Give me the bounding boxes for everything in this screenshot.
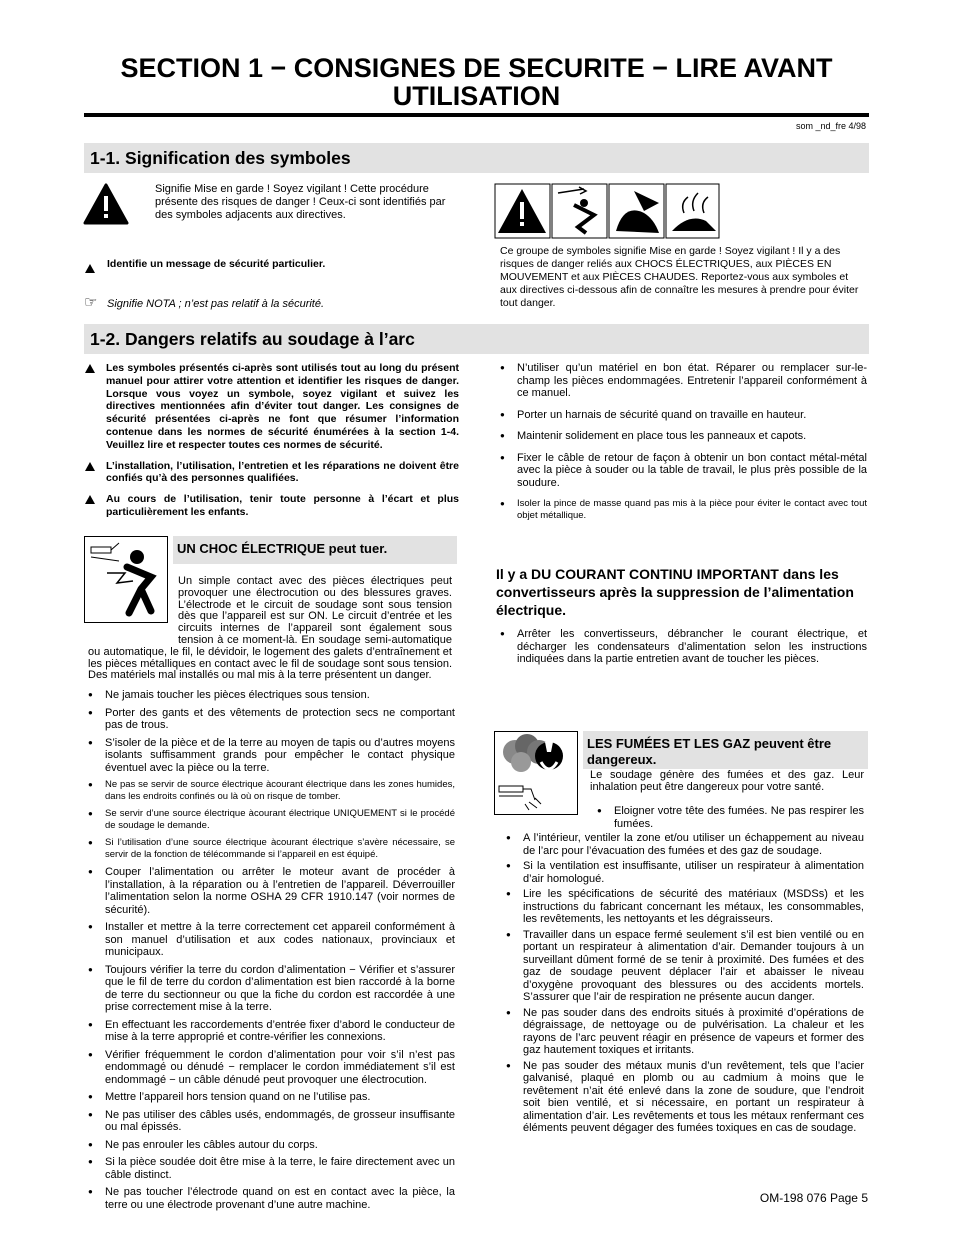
section-1-2-heading: 1-2. Dangers relatifs au soudage à l’arc (84, 324, 869, 354)
list-item: ● Ne pas se servir de source électrique àcourant électrique dans les zones humides, dans les endroits confinés ou là où on risque de tomber. (87, 779, 455, 803)
list-item: ● Ne pas toucher l’électrode quand on est en contact avec la pièce, la terre ou une électrode provenant d’une autre machine. (87, 1186, 455, 1211)
list-item: ● Si la pièce soudée doit être mise à la terre, le faire directement avec un câble distinct. (87, 1156, 455, 1181)
list-item: ● Eloigner votre tête des fumées. Ne pas respirer les fumées. (596, 805, 864, 830)
shock-heading: UN CHOC ÉLECTRIQUE peut tuer. (173, 536, 457, 564)
title-rule (84, 113, 869, 117)
group-description: Ce groupe de symboles signifie Mise en garde ! Soyez vigilant ! Il y a des risques de danger reliés aux CHOCS ÉLECTRIQUES, aux PIÈCES EN MOUVEMENT et aux PIÈCES CHAUDES. Reportez-vous aux symboles et aux directives ci-dessous afin de connaître les mesures à prendre pour éviter tout danger. (500, 245, 859, 309)
list-item: ● Couper l’alimentation ou arrêter le moteur avant de procéder à l’installation, à la réparation ou à l’entretien de l’appareil. Déverrouiller l’alimentation selon la norme OSHA 29 CFR 1910.147 (voir normes de sécurité). (87, 866, 455, 916)
fumes-icon (494, 731, 578, 815)
list-item: ● Maintenir solidement en place tous les panneaux et capots. (499, 430, 867, 443)
page-footer: OM-198 076 Page 5 (759, 1191, 868, 1205)
fumes-intro: Le soudage génère des fumées et des gaz. Leur inhalation peut être dangereux pour votre santé. (590, 769, 864, 793)
hazard-symbol-group (494, 183, 720, 239)
list-item: ● Toujours vérifier la terre du cordon d’alimentation − Vérifier et s’assurer que le fil de terre du cordon d’alimentation est bien raccordé à la borne de terre du sectionneur ou que la fiche du cordon est raccordée à une prise correctement mise à la terre. (87, 964, 455, 1014)
fumes-heading: LES FUMÉES ET LES GAZ peuvent être dangereux. (583, 731, 868, 769)
list-item: ● Installer et mettre à la terre correctement cet appareil conformément à son manuel d’utilisation et aux codes nationaux, provinciaux et municipaux. (87, 921, 455, 959)
list-item: ● Travailler dans un espace fermé seulement s’il est bien ventilé ou en portant un respirateur à alimentation d’air. Demander toujours à un surveillant dûment formé de se tenir à proximité. Des fumées et des gaz de soudage peuvent déplacer l’air et abaisser le niveau d’oxygène provoquant des blessures ou des accidents mortels. S’assurer que l’air de respiration ne présente aucun danger. (505, 929, 864, 1004)
list-item: ● Ne pas enrouler les câbles autour du corps. (87, 1139, 455, 1152)
doc-ref: som _nd_fre 4/98 (795, 121, 866, 131)
warning-marker-icon (85, 264, 95, 273)
list-item: ● Lire les spécifications de sécurité des matériaux (MSDSs) et les instructions du fabricant concernant les métaux, les consommables, les revêtements, les nettoyants et les dégraisseurs. (505, 888, 864, 926)
general-warning: Les symboles présentés ci-après sont utilisés tout au long du présent manuel pour attirer votre attention et identifier les risques de danger. Lorsque vous voyez un symbole, soyez vigilant et suivez les directives mentionnées afin d’éviter tout danger. Les consignes de sécurité présentées ci-après ne font que résumer l’information contenue dans les normes de sécurité énumérées à la section 1-4. Veuillez lire et respecter toutes ces normes de sécurité. (84, 362, 459, 452)
section-title-line1: SECTION 1 − CONSIGNES DE SECURITE − LIRE AVANT (120, 53, 833, 83)
fumes-list (505, 832, 864, 1138)
section-title-line2: UTILISATION (392, 81, 561, 111)
list-item: ● Fixer le câble de retour de façon à obtenir un bon contact métal-métal avec la pièce à souder ou la table de travail, le plus près possible de la soudure. (499, 452, 867, 490)
list-item: ● Ne pas souder dans des endroits situés à proximité d’opérations de dégraissage, de nettoyage ou de pulvérisation. La chaleur et les rayons de l’arc peuvent réagir en présence de vapeurs et former des gaz hautement toxiques et irritants. (505, 1007, 864, 1057)
list-item: ● Si la ventilation est insuffisante, utiliser un respirateur à alimentation d’air homologué. (505, 860, 864, 885)
caution-triangle-icon (83, 183, 129, 225)
shock-list-continued (499, 362, 867, 527)
safety-message-text: Identifie un message de sécurité particulier. (107, 258, 326, 270)
list-item: ● En effectuant les raccordements d’entrée fixer d’abord le conducteur de mise à la terre approprié et contre-vérifier les connexions. (87, 1019, 455, 1044)
list-item: ● Isoler la pince de masse quand pas mis à la pièce pour éviter le contact avec tout objet métallique. (499, 498, 867, 522)
section-1-1-heading: 1-1. Signification des symboles (84, 143, 869, 173)
list-item: ● Se servir d’une source électrique àcourant électrique UNIQUEMENT si le procédé de soudage le demande. (87, 808, 455, 832)
caution-description: Signifie Mise en garde ! Soyez vigilant ! Cette procédure présente des risques de danger ! Ceux-ci sont identifiés par des symboles adjacents aux directives. (155, 183, 446, 221)
warning-marker-icon (85, 364, 95, 373)
warning-marker-icon (85, 495, 95, 504)
note-hand-icon: ☞ (84, 294, 98, 311)
list-item: ● Ne jamais toucher les pièces électriques sous tension. (87, 689, 455, 702)
shock-intro: Un simple contact avec des pièces électriques peut provoquer une électrocution ou des blessures graves. L’électrode et le circuit de soudage sont sous tension dès que l’appareil est sur ON. Le circuit d’entrée et les circuits internes de l’appareil sont également sous tension à ce moment-là. En soudage semi-automatique ou automatique, le fil, le dévidoir, le logement des galets d’entraînement et les pièces métalliques en contact avec le fil de soudage sont sous tension. Des matériels mal installés ou mal mis à la terre présentent un danger. (88, 575, 452, 682)
list-item: ● Vérifier fréquemment le cordon d’alimentation pour voir s’il n’est pas endommagé ou dénudé − remplacer le cordon immédiatement s’il est endommagé − un câble dénudé peut provoquer une électrocution. (87, 1049, 455, 1087)
list-item: ● Ne pas utiliser des câbles usés, endommagés, de grosseur insuffisante ou mal épissés. (87, 1109, 455, 1134)
dc-list (499, 628, 867, 671)
list-item: ● S’isoler de la pièce et de la terre au moyen de tapis ou d’autres moyens isolants suffisamment grands pour empêcher le contact physique éventuel avec la pièce ou la terre. (87, 737, 455, 775)
fumes-first-list (596, 805, 864, 835)
note-text: Signifie NOTA ; n’est pas relatif à la sécurité. (107, 298, 325, 310)
general-warnings (84, 362, 459, 527)
general-warning: Au cours de l’utilisation, tenir toute personne à l’écart et plus particulièrement les enfants. (84, 493, 459, 519)
list-item: ● Porter un harnais de sécurité quand on travaille en hauteur. (499, 409, 867, 422)
dc-heading: Il y a DU COURANT CONTINU IMPORTANT dans les convertisseurs après la suppression de l’alimentation électrique. (496, 566, 854, 618)
safety-message-row (85, 260, 95, 278)
section-title (84, 54, 869, 110)
general-warning: L’installation, l’utilisation, l’entretien et les réparations ne doivent être confiés qu’à des personnes qualifiées. (84, 460, 459, 486)
list-item: ● Mettre l’appareil hors tension quand on ne l’utilise pas. (87, 1091, 455, 1104)
list-item: ● Ne pas souder des métaux munis d’un revêtement, tels que l’acier galvanisé, plaqué en plomb ou au cadmium à moins que le revêtement n’ait été enlevé dans la zone de soudure, que l’endroit soit bien ventilé, et si nécessaire, en portant un respirateur à alimentation d’air. Les revêtements et tous les métaux renfermant ces éléments peuvent dégager des fumées toxiques en cas de soudage. (505, 1060, 864, 1135)
warning-marker-icon (85, 462, 95, 471)
list-item: ● Arrêter les convertisseurs, débrancher le courant électrique, et décharger les condensateurs d’alimentation selon les instructions indiquées dans la partie entretien avant de toucher les pièces. (499, 628, 867, 666)
list-item: ● Si l’utilisation d’une source électrique àcourant électrique s’avère nécessaire, se servir de la fonction de télécommande si l’appareil en est équipé. (87, 837, 455, 861)
shock-list (87, 689, 455, 1216)
list-item: ● Porter des gants et des vêtements de protection secs ne comportant pas de trous. (87, 707, 455, 732)
list-item: ● N’utiliser qu’un matériel en bon état. Réparer ou remplacer sur-le-champ les pièces endommagées. Entretenir l’appareil conformément à ce manuel. (499, 362, 867, 400)
list-item: ● A l’intérieur, ventiler la zone et/ou utiliser un échappement au niveau de l’arc pour l’évacuation des fumées et des gaz de soudage. (505, 832, 864, 857)
